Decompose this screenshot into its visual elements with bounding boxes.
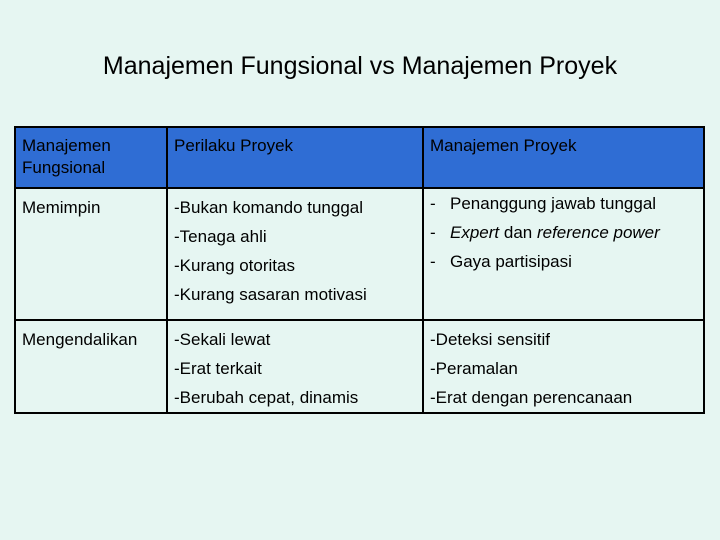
list-item: -Kurang otoritas — [174, 256, 295, 275]
list-item: -Kurang sasaran motivasi — [174, 285, 367, 304]
list-item — [430, 222, 697, 244]
list-item — [430, 193, 697, 215]
dash-list — [430, 193, 697, 273]
list-item-italic-text: reference power — [536, 223, 660, 242]
table-row — [15, 320, 704, 413]
header-cell-proyek: Manajemen Proyek — [423, 127, 704, 188]
perilaku-mengendalikan-cell — [167, 320, 423, 413]
list-item: -Peramalan — [430, 359, 518, 378]
list-item-text: dan — [499, 223, 537, 242]
comparison-table — [14, 126, 705, 414]
list-item: -Deteksi sensitif — [430, 330, 550, 349]
list-item: -Tenaga ahli — [174, 227, 267, 246]
manajemen-mengendalikan-cell — [423, 320, 704, 413]
table-header-row — [15, 127, 704, 188]
list-item: -Erat terkait — [174, 359, 262, 378]
list-item-text: Gaya partisipasi — [450, 252, 572, 271]
list-item: -Bukan komando tunggal — [174, 198, 364, 217]
list-item-italic-text: Expert — [450, 223, 500, 242]
row-label-memimpin: Memimpin — [15, 188, 167, 320]
list-item-text: Penanggung jawab tunggal — [450, 194, 657, 213]
perilaku-memimpin-cell — [167, 188, 423, 320]
manajemen-memimpin-cell — [423, 188, 704, 320]
row-label-mengendalikan: Mengendalikan — [15, 320, 167, 413]
list-item: -Erat dengan perencanaan — [430, 388, 633, 407]
table-row — [15, 188, 704, 320]
header-cell-fungsional: Manajemen Fungsional — [15, 127, 167, 188]
list-item: -Berubah cepat, dinamis — [174, 388, 359, 407]
list-item: -Sekali lewat — [174, 330, 271, 349]
header-cell-perilaku: Perilaku Proyek — [167, 127, 423, 188]
list-item — [430, 251, 697, 273]
slide-title: Manajemen Fungsional vs Manajemen Proyek — [102, 52, 618, 80]
